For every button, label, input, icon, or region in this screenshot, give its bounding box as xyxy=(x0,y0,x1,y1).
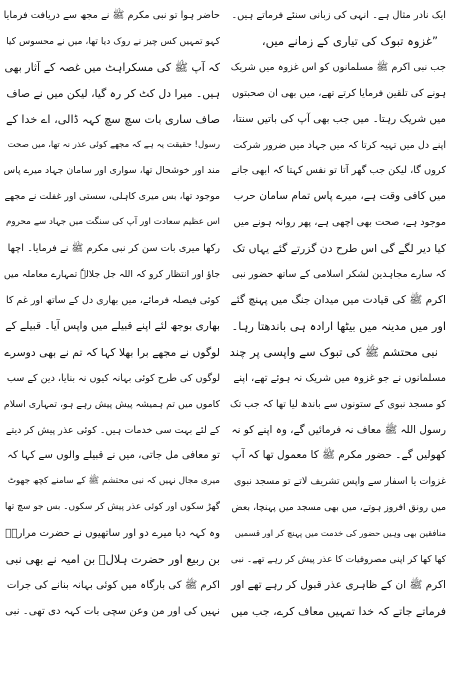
text-line: بن ربیع اور حضرت ہلالؓ بن امیہ نے بھی نبی xyxy=(5,552,220,567)
text-line: کوئی فیصلہ فرمائے، میں بھاری دل کے ساتھ اور غم کا xyxy=(5,294,220,306)
text-line: موجود تھا، بس میری کاہلی، سستی اور غفلت نے مجھے xyxy=(4,191,220,203)
text-line: فرماتے جاتے کہ خدا تمہیں معاف کرے، جب میں xyxy=(230,604,446,618)
text-line: کہ آپ ﷺ کی مسکراہٹ میں غصہ کے آثار بھی xyxy=(4,60,220,74)
text-line: اپنے دل میں تہیہ کرتا کہ میں جہاد میں ضرور شرکت xyxy=(233,139,446,151)
text-line: میں شریک رہتا۔ میں جب بھی آپ کی باتیں سنتا، xyxy=(232,112,446,125)
text-line: کروں گا، لیکن جب گھر آتا تو نفس کہتا کہ ابھی جانے xyxy=(231,165,446,177)
text-line: نہیں کی اور من وعن سچی بات کہہ دی تھی۔ نبی xyxy=(5,605,220,617)
text-line: لوگوں نے مجھے برا بھلا کہا کہ تم نے بھی دوسرے xyxy=(4,345,220,359)
text-line: جاؤ اور انتظار کرو کہ اللہ جل جلالہٗ تمہارے معاملہ میں xyxy=(4,269,220,281)
text-line: کو مسجد نبوی کے ستونوں سے باندھ لیا تھا کہ جب تک xyxy=(230,398,446,410)
text-line: نبی محتشم ﷺ کی تبوک سے واپسی پر چند xyxy=(230,344,438,359)
text-line: کہو تمہیں کس چیز نے روک دیا تھا، میں نے محسوس کیا xyxy=(6,35,220,47)
text-line: گھڑ سکوں اور کوئی عذر پیش کر سکوں۔ بس جو سچ تھا xyxy=(4,502,220,513)
text-line: میں کافی وقت ہے، میرے پاس تمام سامان حرب xyxy=(233,190,446,203)
text-line: اس عظیم سعادت اور آپ کی سنگت میں جہاد سے محروم xyxy=(5,217,220,228)
text-line: اکرم ﷺ کی قیادت میں میدان جنگ میں پہنچ گئے xyxy=(230,293,446,306)
text-line: کہ سارے مجاہدین لشکر اسلامی کے ساتھ حضور نبی xyxy=(231,269,446,281)
text-line: ”غزوہ تبوک کی تیاری کے زمانے میں، xyxy=(261,33,438,48)
right-text-column xyxy=(230,3,446,688)
text-line: مسلمانوں نے جو غزوہ میں شریک نہ ہوئے تھے، اپنے xyxy=(233,372,446,384)
text-line: کے لئے بہت سی خدمات ہیں۔ کوئی عذر پیش کر دیتے xyxy=(5,424,220,436)
text-line: رسول اللہ ﷺ معاف نہ فرمائیں گے، وہ اپنے کو نہ xyxy=(231,423,446,436)
text-line: رسول! حقیقت یہ ہے کہ مجھے کوئی عذر نہ تھا، میں صحت xyxy=(7,139,220,150)
text-line: وہ کہہ دیا میرے دو اور ساتھیوں نے حضرت مرارہؓ xyxy=(5,528,220,540)
text-line: ایک نادر مثال ہے۔ انہی کی زبانی سنئے فرماتے ہیں۔ xyxy=(231,10,446,21)
text-line: لوگوں کی طرح کوئی بہانہ کیوں نہ بنایا، دین کے سب xyxy=(6,372,220,384)
text-line: جب نبی اکرم ﷺ مسلمانوں کو اس غزوہ میں شریک xyxy=(230,61,446,73)
text-line: کیا دیر لگے گی اس طرح دن گزرتے گئے یہاں تک xyxy=(232,242,446,256)
text-line: حاضر ہوا تو نبی مکرم ﷺ نے مجھ سے دریافت فرمایا xyxy=(4,10,220,21)
text-line: بھاری بوجھ لئے اپنے قبیلے میں واپس آیا۔ قبیلے کے xyxy=(5,319,220,332)
text-line: اور میں مدینہ میں بیٹھا ارادہ ہی باندھتا رہا۔ xyxy=(231,318,446,333)
text-line: غزوات یا اسفار سے واپس تشریف لاتے تو مسجد نبوی xyxy=(233,476,446,488)
text-line: کھولیں گے۔ حضور مکرم ﷺ کا معمول تھا کہ آپ xyxy=(231,449,446,462)
left-text-column xyxy=(4,3,220,688)
text-line: میری مجال نہیں کہ نبی محتشم ﷺ کے سامنے کچھ جھوٹ xyxy=(7,476,220,487)
text-line: صاف ساری بات سچ سچ کہہ ڈالی، اے خدا کے xyxy=(5,112,220,126)
text-line: مند اور خوشحال تھا، سواری اور سامان جہاد میرے پاس xyxy=(4,165,220,177)
text-line: اکرم ﷺ ان کے ظاہری عذر قبول کر رہے تھے اور xyxy=(231,578,446,591)
text-line: ہونے کی تلقین فرمایا کرتے تھے، میں بھی ان صحبتوں xyxy=(232,87,446,99)
text-line: موجود ہے، صحت بھی اچھی ہے، پھر روانہ ہونے میں xyxy=(233,217,446,229)
text-line: کاموں میں تم ہمیشہ پیش پیش رہے ہو، تمہاری اسلام xyxy=(4,398,220,410)
text-line: ہیں۔ میرا دل کٹ کر رہ گیا، لیکن میں نے صاف xyxy=(6,86,220,100)
text-line: تو معافی مل جاتی، میں نے قبیلے والوں سے کہا کہ xyxy=(7,450,220,462)
text-line: اکرم ﷺ کی بارگاہ میں کوئی بہانہ بنانے کی جرات xyxy=(6,579,220,591)
text-line: رکھا میری بات سن کر نبی مکرم ﷺ نے فرمایا۔ اچھا xyxy=(7,243,220,255)
text-line: کھا کھا کر اپنی مصروفیات کا عذر پیش کر رہے تھے۔ نبی xyxy=(230,554,446,566)
text-line: میں رونق افروز ہوتے، میں بھی مسجد میں پہنچا، بعض xyxy=(231,502,446,514)
text-line: منافقین بھی وہیں حضور کی خدمت میں پہنچ کر اور قسمیں xyxy=(234,528,446,539)
